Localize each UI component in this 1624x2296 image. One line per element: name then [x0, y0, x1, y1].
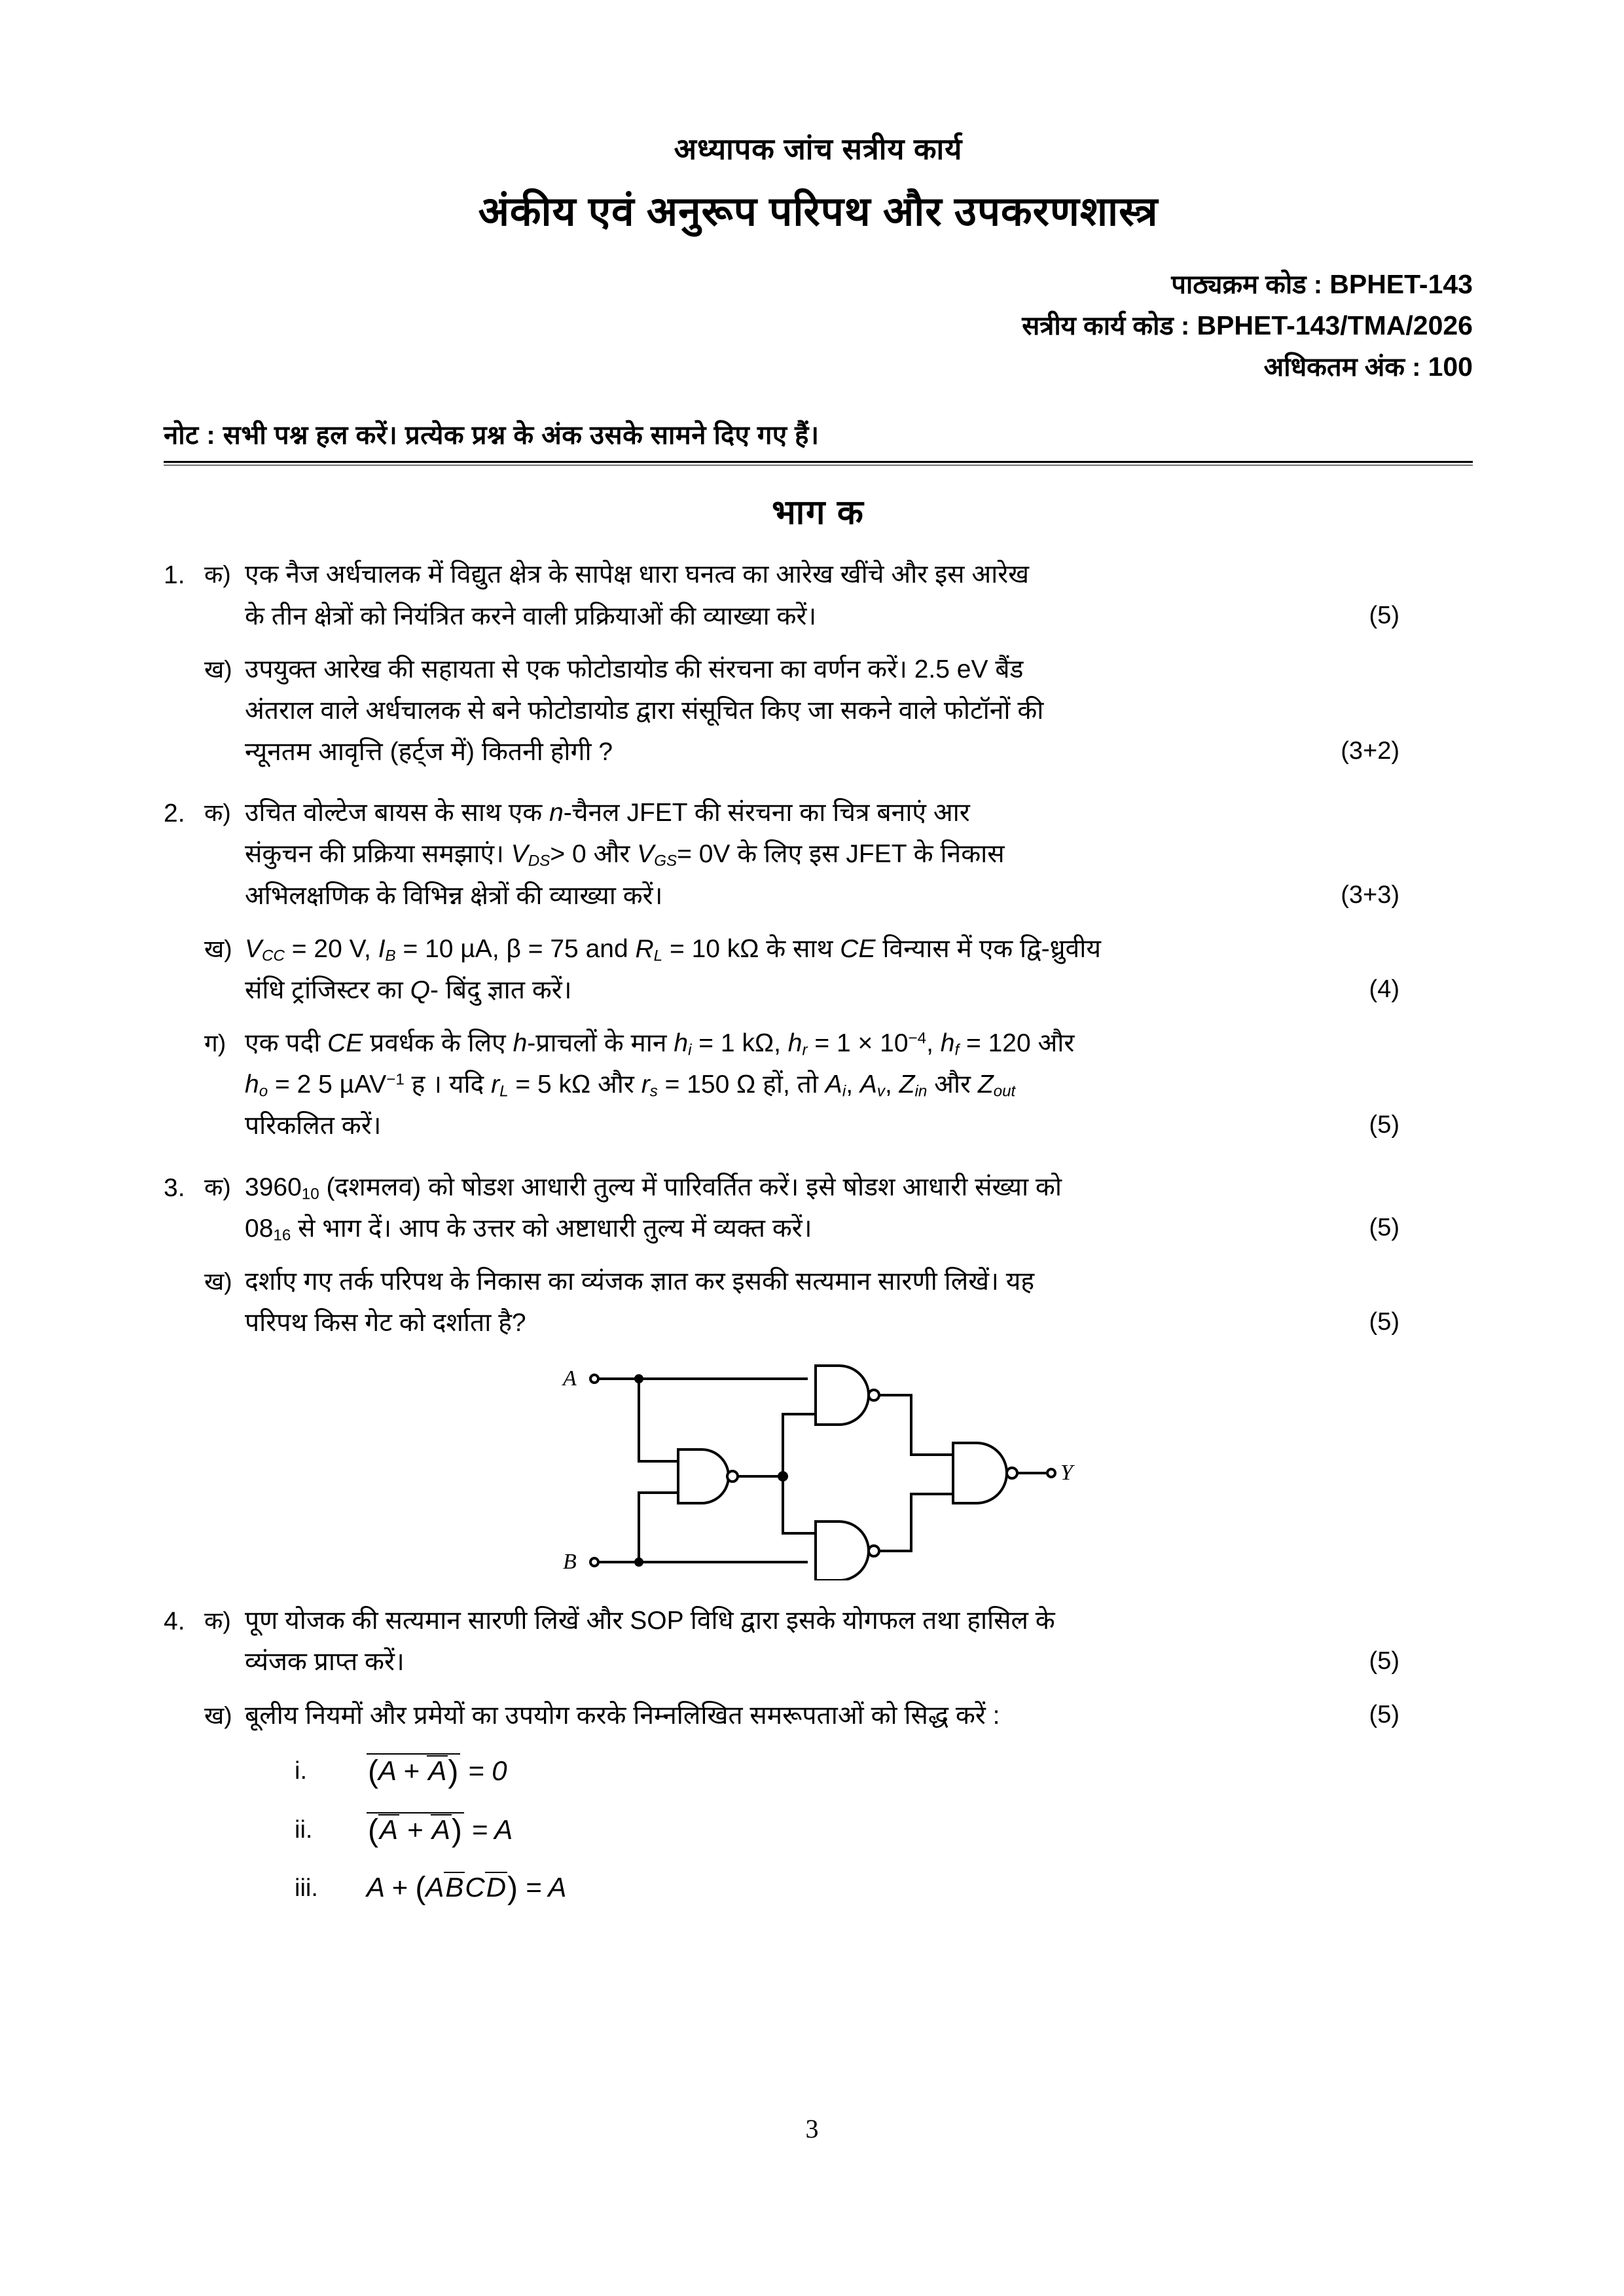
question-2-part-b-body: [245, 928, 1473, 1011]
course-code-row: [164, 264, 1473, 305]
q2a-line-1-post: -चैनल JFET की संरचना का चित्र बनाएं आर: [563, 799, 970, 828]
question-2-part-a: [164, 792, 1473, 917]
nand-xor-circuit-svg: [550, 1358, 1087, 1580]
question-1-part-a: [164, 554, 1473, 636]
junction-a: [634, 1374, 643, 1383]
question-1: [164, 554, 1473, 773]
q2a-marks: (3+3): [1341, 881, 1399, 909]
boolean-identity-list: [164, 1753, 1473, 1907]
q2b-line-1: $V_{CC} = 20$ V, $I_B = 10$ µA, β = 75 and $R_L = 10$ kΩ के साथ CE विन्यास में एक द्वि-ध्रुवीय: [245, 934, 1101, 965]
assignment-code-row: [164, 305, 1473, 346]
q2a-vgs-sub: GS: [654, 852, 677, 870]
q3b-line-2: [245, 1302, 1399, 1343]
nand-bubble-g3: [869, 1546, 879, 1556]
boolean-item-iii: [164, 1870, 1473, 1906]
page-title: अंकीय एवं अनुरूप परिपथ और उपकरणशास्त्र: [478, 189, 1159, 234]
question-4-part-b: [164, 1695, 1473, 1736]
q2c-marks: (5): [1369, 1111, 1399, 1139]
question-4-part-a: [164, 1600, 1473, 1683]
nand-bubble-g2: [727, 1471, 738, 1482]
question-3-part-b-label: ख): [204, 1267, 232, 1295]
nand-bubble-g1: [869, 1390, 879, 1400]
boolean-item-i-expression: (A + A) = 0: [368, 1754, 507, 1789]
q4b-line-1: [245, 1695, 1399, 1736]
logic-circuit-figure: [164, 1358, 1473, 1580]
page-number: 3: [805, 2114, 819, 2143]
question-4-part-b-body: [245, 1695, 1473, 1736]
q2a-vds-sub: DS: [528, 852, 550, 870]
question-2: [164, 792, 1473, 1146]
q2a-line-1: [245, 792, 1399, 833]
question-2-part-b: [164, 928, 1473, 1011]
max-marks-row: [164, 346, 1473, 388]
question-2-part-a-body: [245, 792, 1473, 917]
q1b-line-3-text: न्यूनतम आवृत्ति (हर्ट्ज में) कितनी होगी ?: [245, 738, 613, 767]
nand-bubble-g4: [1007, 1468, 1017, 1478]
max-marks-value: 100: [1428, 351, 1473, 382]
q3b-line-2-text: परिपथ किस गेट को दर्शाता है?: [245, 1309, 526, 1338]
page-subtitle: अध्यापक जांच सत्रीय कार्य: [674, 132, 963, 166]
boolean-item-ii-roman: ii.: [295, 1815, 313, 1844]
q3a-line-1: $3960_{10}$ (दशमलव) को षोडश आधारी तुल्य में पारिवर्तित करें। इसे षोडश आधारी संख्या को: [245, 1173, 1062, 1203]
q3a-line-2-text: $08_{16}$ से भाग दें। आप के उत्तर को अष्टाधारी तुल्य में व्यक्त करें।: [245, 1214, 812, 1245]
q1b-line-1: उपयुक्त आरेख की सहायता से एक फोटोडायोड की संरचना का वर्णन करें। 2.5 eV बैंड: [245, 655, 1024, 683]
q3b-line-1: दर्शाए गए तर्क परिपथ के निकास का व्यंजक ज्ञात कर इसकी सत्यमान सारणी लिखें। यह: [245, 1267, 1035, 1296]
q2c-line-3-text: परिकलित करें।: [245, 1112, 382, 1140]
q2b-line-2: [245, 970, 1399, 1011]
q4b-marks: (5): [1369, 1700, 1399, 1728]
question-1-part-a-label: क): [204, 561, 231, 589]
question-1-number: 1.: [164, 561, 185, 590]
question-4: [164, 1600, 1473, 1736]
q2a-line-2: [245, 833, 1399, 875]
q2a-line-1-pre: उचित वोल्टेज बायस के साथ एक: [245, 799, 550, 828]
q2a-line-2-c: के लिए इस JFET के निकास: [730, 840, 1005, 869]
assignment-code-label: सत्रीय कार्य कोड :: [1022, 311, 1190, 340]
q2a-line-2-b: और: [586, 840, 638, 869]
question-1-part-b-body: [245, 649, 1473, 773]
question-3-part-a-label: क): [204, 1173, 231, 1201]
q2b-gutter: [164, 928, 204, 929]
question-1-part-b-label: ख): [204, 655, 232, 683]
q1a-line-2: [245, 596, 1399, 637]
circuit-label-a: A: [563, 1366, 577, 1391]
boolean-item-iii-expression: A + (ABCD) = A: [367, 1871, 567, 1906]
course-meta: [164, 264, 1473, 387]
max-marks-label: अधिकतम अंक :: [1263, 352, 1421, 382]
q3b-gutter: [164, 1261, 204, 1262]
question-3-part-b-body: [245, 1261, 1473, 1343]
q4a-line-2-text: व्यंजक प्राप्त करें।: [245, 1648, 405, 1677]
question-3-part-a: [164, 1167, 1473, 1249]
circuit-label-y: Y: [1060, 1461, 1073, 1485]
header-divider: [164, 461, 1473, 465]
section-heading: भाग क: [772, 494, 865, 532]
instructions-note: नोट : सभी पश्न हल करें। प्रत्येक प्रश्न के अंक उसके सामने दिए गए हैं।: [164, 421, 820, 450]
boolean-item-ii: [164, 1812, 1473, 1849]
boolean-item-ii-expression: (A + A) = A: [368, 1813, 513, 1848]
q4a-line-2: [245, 1641, 1399, 1683]
q4b-line-1-text: बूलीय नियमों और प्रमेयों का उपयोग करके निम्नलिखित समरूपताओं को सिद्ध करें :: [245, 1701, 1000, 1730]
boolean-item-i-roman: i.: [295, 1757, 307, 1785]
junction-b: [634, 1558, 643, 1567]
circuit-label-b: B: [563, 1550, 577, 1575]
q1a-line-1: एक नैज अर्धचालक में विद्युत क्षेत्र के सापेक्ष धारा घनत्व का आरेख खींचे और इस आरेख: [245, 560, 1030, 589]
assignment-code-value: BPHET-143/TMA/2026: [1197, 310, 1473, 340]
course-code-label: पाठ्यक्रम कोड :: [1171, 270, 1323, 299]
q3a-line-2: [245, 1208, 1399, 1249]
q1b-line-2: अंतराल वाले अर्धचालक से बने फोटोडायोड द्वारा संसूचित किए जा सकने वाले फोटॉनों की: [245, 696, 1044, 725]
question-2-part-b-label: ख): [204, 935, 232, 962]
question-3-part-a-body: [245, 1167, 1473, 1249]
q1b-line-3: [245, 731, 1399, 773]
question-2-part-c: [164, 1023, 1473, 1147]
question-2-part-c-body: [245, 1023, 1473, 1147]
q4b-gutter: [164, 1695, 204, 1696]
q2a-line-3-text: अभिलक्षणिक के विभिन्न क्षेत्रों की व्याख्या करें।: [245, 881, 663, 910]
question-1-part-b: [164, 649, 1473, 773]
q2c-line-1: एक पदी CE प्रवर्धक के लिए h-प्राचलों के मान $h_i = 1$ kΩ, $h_r = 1 \times 10^{-4}$, $h_f = 120$ और: [245, 1029, 1075, 1059]
q1a-line-2-text: के तीन क्षेत्रों को नियंत्रित करने वाली प्रक्रियाओं की व्याख्या करें।: [245, 602, 817, 630]
question-4-part-a-label: क): [204, 1607, 231, 1635]
course-code-value: BPHET-143: [1329, 269, 1473, 299]
q2a-vds-rest: > 0: [550, 840, 586, 869]
q1b-marks: (3+2): [1341, 737, 1399, 765]
q2a-vds: V: [511, 840, 528, 869]
q4a-line-1: पूण योजक की सत्यमान सारणी लिखें और SOP विधि द्वारा इसके योगफल तथा हासिल के: [245, 1607, 1055, 1635]
q2a-n-channel: n: [549, 799, 564, 828]
q2c-line-2: $h_o = 2$ 5 µAV$^{-1}$ ह । यदि $r_L = 5$ kΩ और $r_s = 150$ Ω हों, तो $A_i$, $A_v$, $Z_{in}$ और $Z_{out}$: [245, 1070, 1016, 1101]
q3a-marks: (5): [1369, 1213, 1399, 1241]
q2a-line-3: [245, 875, 1399, 917]
question-2-part-a-label: क): [204, 799, 231, 827]
q2b-marks: (4): [1369, 975, 1399, 1003]
question-4-part-b-label: ख): [204, 1702, 232, 1729]
question-3-number: 3.: [164, 1173, 185, 1202]
q1a-marks: (5): [1369, 601, 1399, 629]
question-4-number: 4.: [164, 1607, 185, 1636]
boolean-item-i: [164, 1753, 1473, 1790]
question-4-part-a-body: [245, 1600, 1473, 1683]
q2a-vgs-rest: = 0V: [677, 840, 731, 869]
question-3: [164, 1167, 1473, 1344]
q2a-line-2-a: संकुचन की प्रक्रिया समझाएं।: [245, 840, 511, 869]
q2c-line-3: [245, 1105, 1399, 1146]
question-3-part-b: [164, 1261, 1473, 1343]
boolean-item-iii-roman: iii.: [295, 1874, 318, 1903]
q2b-line-2-text: संधि ट्रांजिस्टर का Q- बिंदु ज्ञात करें।: [245, 975, 572, 1004]
question-2-part-c-label: ग): [204, 1030, 226, 1057]
question-2-number: 2.: [164, 799, 185, 828]
q2a-vgs: V: [637, 840, 655, 869]
question-1-part-a-body: [245, 554, 1473, 636]
q4a-marks: (5): [1369, 1647, 1399, 1675]
q3b-marks: (5): [1369, 1308, 1399, 1336]
